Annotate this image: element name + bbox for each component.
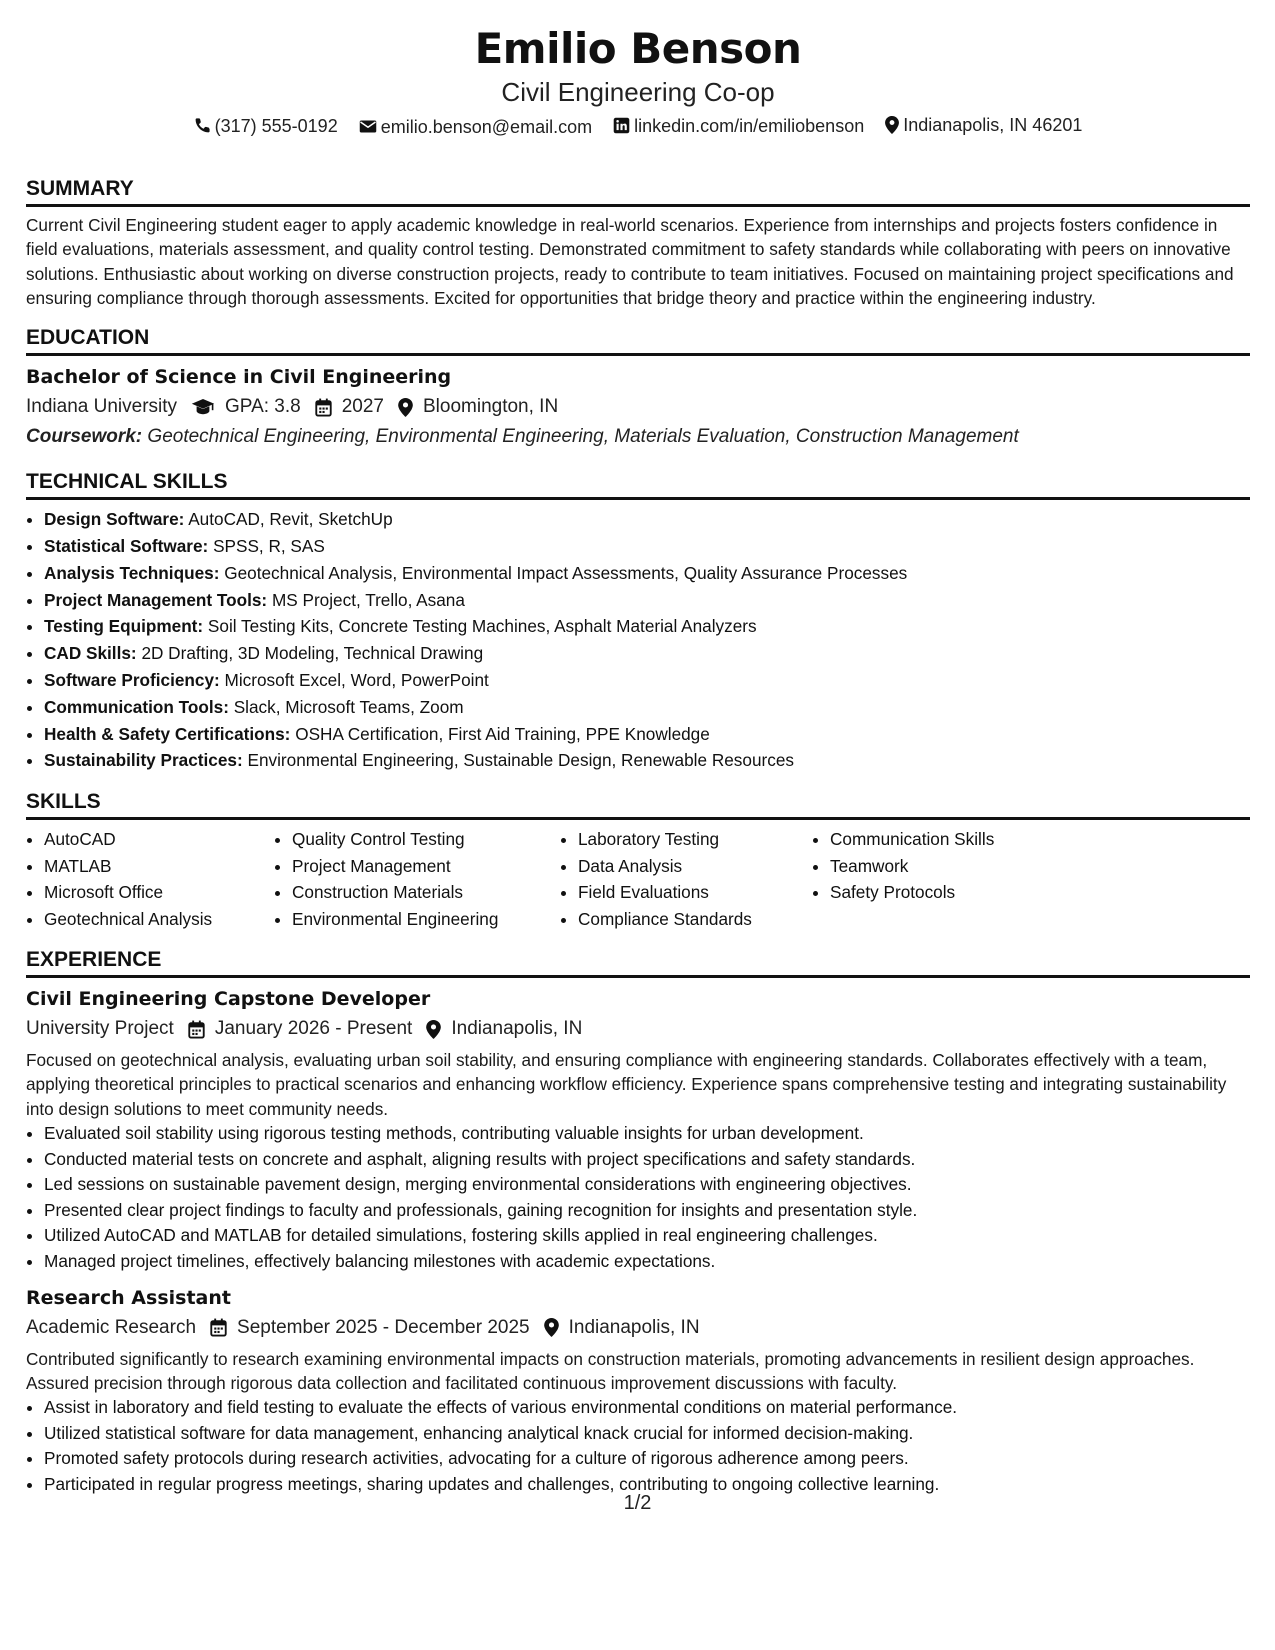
skills-section (26, 788, 1250, 932)
list-item: • Environmental Engineering (292, 906, 560, 933)
list-item: • Laboratory Testing (578, 826, 812, 853)
list-item: • Quality Control Testing (292, 826, 560, 853)
map-pin-icon (426, 1020, 441, 1039)
skill-label: Sustainability Practices: (44, 750, 243, 771)
section-heading: TECHNICAL SKILLS (26, 468, 1250, 500)
job-bullets (26, 1121, 1250, 1275)
list-item: • Geotechnical Analysis (44, 906, 274, 933)
contact-line (26, 112, 1250, 141)
list-item: • Teamwork (830, 853, 1070, 880)
list-item: • Compliance Standards (578, 906, 812, 933)
phone-icon (194, 117, 211, 134)
resume-page (26, 22, 1250, 1498)
coursework-label: Coursework: (26, 426, 143, 448)
job-org: Academic Research (26, 1316, 197, 1338)
list-item (44, 533, 1250, 560)
list-item: • Microsoft Office (44, 879, 274, 906)
skill-value: AutoCAD, Revit, SketchUp (188, 509, 393, 530)
job-dates: September 2025 - December 2025 (237, 1316, 530, 1338)
list-item: • Communication Skills (830, 826, 1070, 853)
skill-label: Software Proficiency: (44, 669, 220, 690)
list-item (44, 560, 1250, 587)
linkedin-text: linkedin.com/in/emiliobenson (634, 115, 865, 136)
coursework-line (26, 422, 1250, 452)
calendar-icon (210, 1318, 227, 1337)
list-item (44, 613, 1250, 640)
candidate-name: Emilio Benson (474, 24, 802, 73)
coursework-list: Geotechnical Engineering, Environmental Engineering, Materials Evaluation, Construction Management (147, 426, 1019, 448)
list-item: • Conducted material tests on concrete and asphalt, aligning results with project specifications and safety standards. (44, 1147, 1250, 1173)
map-pin-icon (544, 1318, 559, 1337)
list-item (44, 506, 1250, 533)
list-item: • Construction Materials (292, 879, 560, 906)
list-item: • Led sessions on sustainable pavement design, merging environmental considerations with engineering objectives. (44, 1172, 1250, 1198)
job-location: Indianapolis, IN (568, 1316, 700, 1338)
skill-value: 2D Drafting, 3D Modeling, Technical Drawing (141, 643, 484, 664)
section-heading: EXPERIENCE (26, 946, 1250, 978)
skill-value: Slack, Microsoft Teams, Zoom (233, 696, 464, 717)
job-description: Focused on geotechnical analysis, evaluating urban soil stability, and ensuring compliance with engineering standards. Collaborates effectively with a team, applying theoretical principles to practical scenarios and enhancing workflow efficiency. Experience spans comprehensive testing and integrating sustainability into design solutions to meet community needs. (26, 1050, 1227, 1119)
skills-grid (26, 826, 1250, 932)
school-location: Bloomington, IN (423, 396, 559, 418)
list-item: • Safety Protocols (830, 879, 1070, 906)
skill-label: Design Software: (44, 509, 185, 530)
contact-phone (194, 113, 338, 139)
phone-text: (317) 555-0192 (214, 115, 338, 136)
location-text: Indianapolis, IN 46201 (903, 115, 1083, 135)
list-item: • Project Management (292, 853, 560, 880)
list-item: • Presented clear project findings to faculty and professionals, gaining recognition for insights and presentation style. (44, 1198, 1250, 1224)
skills-column (560, 826, 812, 932)
skill-label: Health & Safety Certifications: (44, 723, 291, 744)
gpa-text: GPA: 3.8 (225, 396, 301, 418)
experience-section (26, 946, 1250, 1497)
contact-location (885, 112, 1082, 138)
skills-column (26, 826, 274, 932)
skill-value: Microsoft Excel, Word, PowerPoint (224, 669, 489, 690)
contact-email[interactable] (359, 114, 592, 140)
skill-label: CAD Skills: (44, 643, 137, 664)
section-heading: SUMMARY (26, 175, 1250, 207)
linkedin-icon (613, 117, 630, 134)
map-pin-icon (885, 116, 899, 134)
job-title: Civil Engineering Capstone Developer (26, 988, 431, 1011)
skill-label: Testing Equipment: (44, 616, 204, 637)
list-item (44, 587, 1250, 614)
job-entry (26, 984, 1250, 1274)
list-item: • Evaluated soil stability using rigorous testing methods, contributing valuable insights for urban development. (44, 1121, 1250, 1147)
list-item: • Participated in regular progress meetings, sharing updates and challenges, contributing to ongoing collective learning. (44, 1472, 1250, 1498)
list-item: • Managed project timelines, effectively balancing milestones with academic expectations. (44, 1249, 1250, 1275)
job-org: University Project (26, 1018, 174, 1040)
skill-label: Analysis Techniques: (44, 562, 220, 583)
skill-value: MS Project, Trello, Asana (271, 589, 465, 610)
job-bullets (26, 1395, 1250, 1497)
list-item: • Utilized AutoCAD and MATLAB for detailed simulations, fostering skills applied in real engineering challenges. (44, 1223, 1250, 1249)
job-location: Indianapolis, IN (451, 1018, 583, 1040)
list-item (44, 747, 1250, 774)
graduation-cap-icon (191, 398, 215, 416)
skills-column (812, 826, 1070, 932)
list-item: • Utilized statistical software for data management, enhancing analytical knack crucial for informed decision-making. (44, 1421, 1250, 1447)
job-meta (26, 1313, 1250, 1343)
page-number: 1/2 (623, 1492, 652, 1514)
school-name: Indiana University (26, 396, 178, 418)
list-item: • Assist in laboratory and field testing to evaluate the effects of various environmental conditions on material performance. (44, 1395, 1250, 1421)
envelope-icon (359, 119, 377, 134)
list-item: • Promoted safety protocols during research activities, advocating for a culture of rigorous adherence among peers. (44, 1446, 1250, 1472)
skill-value: Environmental Engineering, Sustainable Design, Renewable Resources (247, 750, 794, 771)
skill-value: Geotechnical Analysis, Environmental Impact Assessments, Quality Assurance Processes (224, 562, 908, 583)
resume-header (26, 22, 1250, 141)
graduation-year: 2027 (341, 396, 384, 418)
education-section (26, 324, 1250, 452)
list-item: • Field Evaluations (578, 879, 812, 906)
list-item (44, 694, 1250, 721)
list-item (44, 667, 1250, 694)
list-item: • MATLAB (44, 853, 274, 880)
list-item: • AutoCAD (44, 826, 274, 853)
skill-label: Statistical Software: (44, 535, 209, 556)
job-dates: January 2026 - Present (214, 1018, 413, 1040)
technical-skills-section (26, 468, 1250, 774)
skill-value: Soil Testing Kits, Concrete Testing Machines, Asphalt Material Analyzers (207, 616, 757, 637)
job-meta (26, 1014, 1250, 1044)
list-item: • Data Analysis (578, 853, 812, 880)
calendar-icon (315, 398, 332, 417)
degree-title: Bachelor of Science in Civil Engineering (26, 366, 452, 389)
job-description: Contributed significantly to research examining environmental impacts on construction materials, promoting advancements in resilient design approaches. Assured precision through rigorous data collection and facilitated continuous improvement discussions with faculty. (26, 1348, 1195, 1393)
list-item (44, 640, 1250, 667)
summary-section (26, 175, 1250, 310)
calendar-icon (188, 1020, 205, 1039)
skill-value: OSHA Certification, First Aid Training, PPE Knowledge (295, 723, 710, 744)
skills-column (274, 826, 560, 932)
map-pin-icon (398, 398, 413, 417)
section-heading: SKILLS (26, 788, 1250, 820)
skill-label: Project Management Tools: (44, 589, 268, 610)
skill-label: Communication Tools: (44, 696, 229, 717)
email-text: emilio.benson@email.com (380, 116, 593, 137)
job-title: Research Assistant (26, 1286, 231, 1309)
skill-value: SPSS, R, SAS (213, 535, 325, 556)
job-entry (26, 1283, 1250, 1498)
section-heading: EDUCATION (26, 324, 1250, 356)
list-item (44, 721, 1250, 748)
technical-skills-list (26, 506, 1250, 774)
education-meta (26, 392, 1250, 422)
contact-linkedin[interactable] (613, 113, 864, 139)
candidate-title: Civil Engineering Co-op (501, 77, 775, 107)
summary-text: Current Civil Engineering student eager to apply academic knowledge in real-world scenarios. Experience from internships and projects fosters confidence in field evaluations, materials assessment, and quality control testing. Demonstrated commitment to safety standards while collaborating with peers on innovative solutions. Enthusiastic about working on diverse construction projects, ready to contribute to team initiatives. Focused on maintaining project specifications and ensuring compliance through thorough assessments. Excited for opportunities that bridge theory and practice within the engineering industry. (26, 215, 1234, 308)
